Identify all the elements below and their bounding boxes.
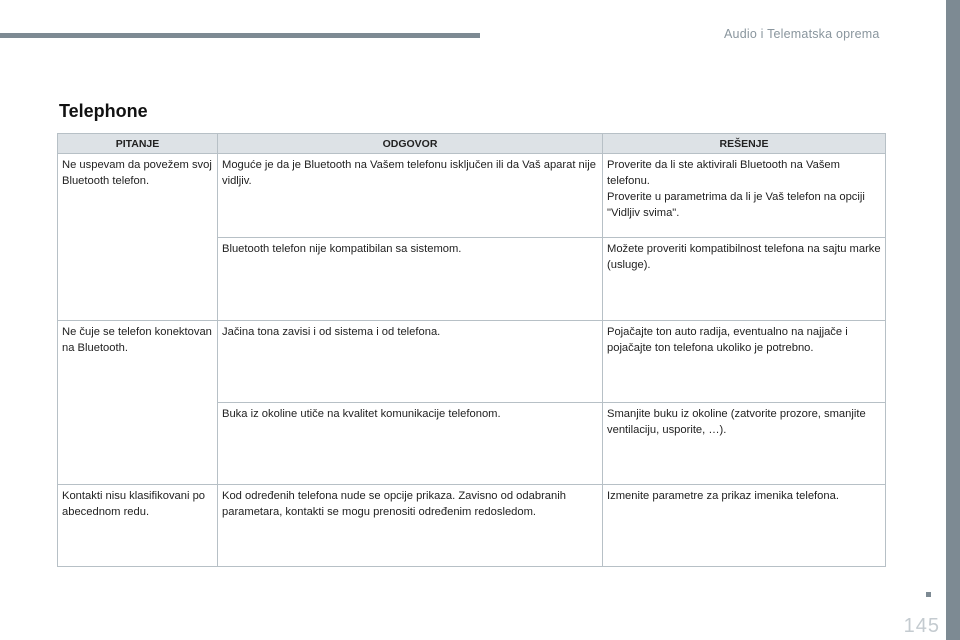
page-number: 145 <box>903 615 940 637</box>
answer-cell: Jačina tona zavisi i od sistema i od telefona. <box>218 321 603 403</box>
question-cell: Ne čuje se telefon konektovan na Bluetooth. <box>58 321 218 485</box>
solution-line: Proverite da li ste aktivirali Bluetooth na Vašem telefonu. <box>607 159 840 187</box>
column-header-solution: REŠENJE <box>603 134 886 154</box>
answer-cell: Bluetooth telefon nije kompatibilan sa sistemom. <box>218 238 603 321</box>
table-row <box>58 485 886 567</box>
table-row <box>58 321 886 403</box>
header-rule <box>0 33 480 38</box>
question-cell: Ne uspevam da povežem svoj Bluetooth telefon. <box>58 154 218 321</box>
question-cell: Kontakti nisu klasifikovani po abecednom redu. <box>58 485 218 567</box>
side-edge-bar <box>946 0 960 640</box>
solution-cell: Možete proveriti kompatibilnost telefona na sajtu marke (usluge). <box>603 238 886 321</box>
solution-cell: Izmenite parametre za prikaz imenika telefona. <box>603 485 886 567</box>
answer-cell: Kod određenih telefona nude se opcije prikaza. Zavisno od odabranih parametara, kontakti se mogu prenositi određenim redosledom. <box>218 485 603 567</box>
solution-line: Proverite u parametrima da li je Vaš telefon na opciji "Vidljiv svima". <box>607 191 865 219</box>
solution-cell: Smanjite buku iz okoline (zatvorite prozore, smanjite ventilaciju, usporite, …). <box>603 403 886 485</box>
table-header-row <box>58 134 886 154</box>
continuation-marker <box>926 592 931 597</box>
table-row <box>58 154 886 238</box>
column-header-question: PITANJE <box>58 134 218 154</box>
troubleshooting-table <box>57 133 886 567</box>
section-title: Telephone <box>59 101 148 121</box>
chapter-header: Audio i Telematska oprema <box>724 27 880 41</box>
answer-cell: Moguće je da je Bluetooth na Vašem telefonu isključen ili da Vaš aparat nije vidljiv. <box>218 154 603 238</box>
solution-cell: Pojačajte ton auto radija, eventualno na najjače i pojačajte ton telefona ukoliko je potrebno. <box>603 321 886 403</box>
column-header-answer: ODGOVOR <box>218 134 603 154</box>
answer-cell: Buka iz okoline utiče na kvalitet komunikacije telefonom. <box>218 403 603 485</box>
solution-cell <box>603 154 886 238</box>
